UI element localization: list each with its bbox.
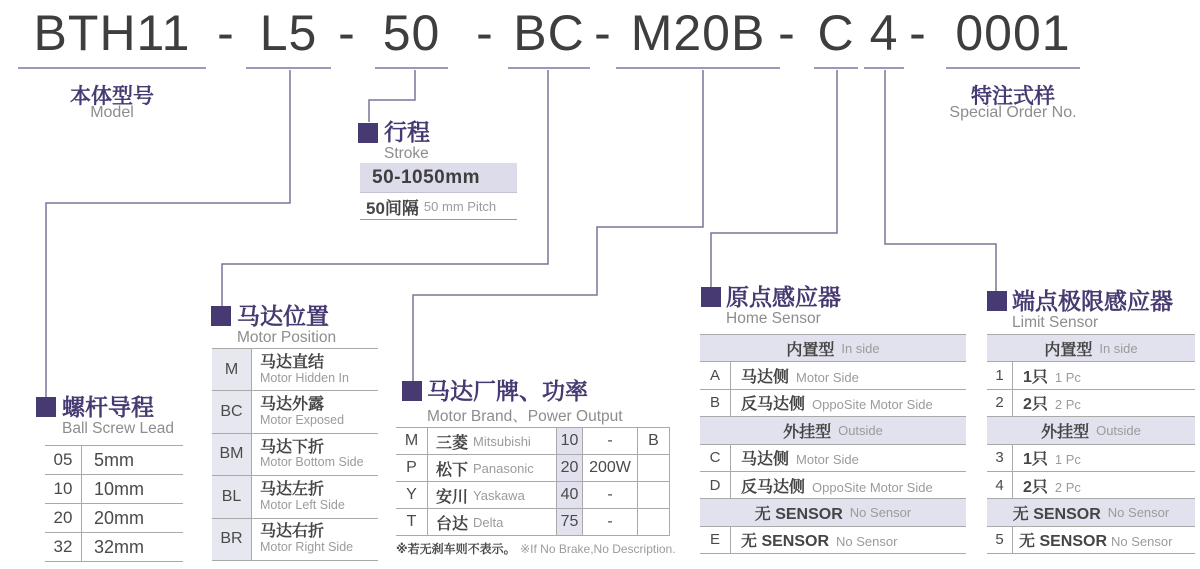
brand-en: Yaskawa [473, 487, 525, 503]
position-zh: 马达外露 [260, 396, 325, 414]
table-row [396, 482, 670, 509]
underline-motor-pos [508, 67, 590, 69]
brand-zh: 台达 [436, 515, 469, 533]
ball-screw-lead-bullet-icon [36, 397, 56, 417]
sensor-zh: 2只 [1023, 396, 1048, 414]
position-zh: 马达右折 [260, 523, 325, 541]
table-row [396, 455, 670, 482]
position-en: Motor Exposed [260, 412, 345, 427]
special-order-label-zh: 特注式样 [971, 85, 1055, 108]
model-segment-limit-sensor: 4 [869, 5, 899, 61]
group-en: In side [1099, 340, 1138, 356]
dash-separator: - [217, 5, 235, 61]
motor-brand-table [396, 427, 670, 536]
note-zh: ※若无刹车则不表示。 [396, 542, 516, 556]
position-en: Motor Right Side [260, 540, 354, 555]
home-sensor-bullet-icon [701, 287, 721, 307]
table-row [45, 533, 183, 562]
sensor-code: C [700, 445, 731, 471]
model-segment-special-no: 0001 [955, 5, 1071, 61]
position-code: BR [212, 519, 252, 560]
connector-m20b-to-motor-brand [413, 70, 703, 381]
table-row [987, 527, 1195, 554]
table-row [987, 445, 1195, 472]
model-segment-motor-pos: BC [513, 5, 585, 61]
table-row [212, 434, 378, 476]
table-row [212, 391, 378, 433]
group-header-inside [987, 335, 1195, 362]
dash-separator: - [476, 5, 494, 61]
lead-value: 20mm [94, 507, 145, 528]
ball-screw-lead-title-en: Ball Screw Lead [62, 420, 175, 437]
sensor-zh: 反马达侧 [741, 478, 806, 496]
group-en: Outside [1096, 422, 1141, 438]
motor-position-table [212, 348, 378, 561]
stroke-title-zh: 行程 [384, 119, 430, 145]
sensor-code: 4 [987, 472, 1013, 498]
sensor-code: A [700, 362, 731, 388]
group-zh: 外挂型 [783, 423, 832, 441]
group-en: In side [841, 340, 880, 356]
sensor-zh: 1只 [1023, 369, 1048, 387]
sensor-zh: 马达侧 [741, 451, 790, 469]
connector-c-to-home-sensor [711, 70, 837, 287]
lead-code: 20 [45, 504, 82, 532]
position-code: BC [212, 391, 252, 432]
position-desc [252, 482, 345, 512]
sensor-desc [731, 528, 897, 551]
underline-lead [246, 67, 331, 69]
group-header-no-sensor [987, 499, 1195, 526]
lead-value: 32mm [94, 536, 145, 557]
position-desc [252, 440, 364, 470]
sensor-desc [731, 474, 933, 497]
table-row [396, 428, 670, 455]
group-en: Outside [838, 422, 883, 438]
sensor-zh: 马达侧 [741, 369, 790, 387]
group-header-outside [987, 417, 1195, 444]
sensor-en: No Sensor [836, 534, 898, 550]
model-segment-body: BTH11 [33, 5, 191, 61]
sensor-zh: 1只 [1023, 451, 1048, 469]
model-segment-stroke: 50 [382, 5, 441, 61]
group-en: No Sensor [849, 505, 912, 521]
underline-body [18, 67, 206, 69]
brand-zh: 松下 [436, 461, 469, 479]
brand-code: Y [396, 482, 428, 508]
model-label-en: Model [90, 104, 134, 121]
ball-screw-lead-table [45, 445, 183, 562]
position-code: BL [212, 476, 252, 517]
stroke-bullet-icon [358, 123, 378, 143]
table-row [987, 362, 1195, 389]
sensor-desc [1013, 364, 1081, 387]
home-sensor-table [700, 334, 966, 554]
power-value: 200W [583, 455, 638, 481]
limit-sensor-title-zh: 端点极限感应器 [1012, 288, 1173, 314]
stroke-pitch-zh: 50间隔 [366, 198, 419, 218]
ball-screw-lead-title-zh: 螺杆导程 [62, 394, 154, 420]
limit-sensor-title-en: Limit Sensor [1012, 314, 1099, 331]
special-order-label-en: Special Order No. [949, 104, 1077, 121]
brand-zh: 安川 [436, 488, 469, 506]
sensor-en: 2 Pc [1054, 479, 1081, 495]
table-row [212, 349, 378, 391]
sensor-desc [731, 364, 859, 387]
table-row [700, 362, 966, 389]
table-row [396, 509, 670, 536]
position-code: BM [212, 434, 252, 475]
lead-code: 10 [45, 475, 82, 503]
group-zh: 内置型 [1044, 341, 1093, 359]
sensor-code: 2 [987, 390, 1013, 416]
lead-code: 05 [45, 446, 82, 474]
sensor-desc [1013, 391, 1081, 414]
group-header-inside [700, 335, 966, 362]
sensor-desc [731, 391, 933, 414]
table-row [700, 445, 966, 472]
group-header-outside [700, 417, 966, 444]
brand-name [428, 428, 557, 454]
group-zh: 外挂型 [1041, 423, 1090, 441]
brand-zh: 三菱 [436, 434, 469, 452]
position-desc [252, 397, 344, 427]
sensor-code: 1 [987, 362, 1013, 388]
dash-separator: - [338, 5, 356, 61]
group-zh: 内置型 [786, 341, 835, 359]
brand-code: T [396, 509, 428, 535]
position-en: Motor Bottom Side [260, 455, 364, 470]
stroke-range: 50-1050mm [360, 163, 517, 193]
sensor-zh: 2只 [1023, 478, 1048, 496]
model-segment-lead: L5 [259, 5, 318, 61]
stroke-title-en: Stroke [384, 145, 429, 162]
motor-position-title-en: Motor Position [237, 329, 337, 346]
lead-code: 32 [45, 533, 82, 561]
position-desc [252, 355, 349, 385]
brand-name [428, 482, 557, 508]
motor-brand-bullet-icon [402, 381, 422, 401]
home-sensor-title-en: Home Sensor [726, 310, 821, 327]
position-zh: 马达左折 [260, 480, 325, 498]
sensor-zh: 无 SENSOR [741, 533, 830, 551]
motor-position-bullet-icon [211, 306, 231, 326]
position-en: Motor Hidden In [260, 370, 349, 385]
brand-name [428, 455, 557, 481]
brake-code [638, 482, 670, 508]
sensor-en: OppoSite Motor Side [812, 479, 933, 495]
model-segment-motor-brand: M20B [630, 5, 766, 61]
sensor-desc [1013, 528, 1172, 551]
table-row [987, 472, 1195, 499]
power-code: 20 [557, 455, 583, 481]
underline-special-no [946, 67, 1080, 69]
lead-value: 10mm [94, 478, 145, 499]
dash-separator: - [778, 5, 796, 61]
sensor-en: No Sensor [1111, 534, 1173, 550]
table-row [212, 476, 378, 518]
power-value: - [583, 482, 638, 508]
position-zh: 马达下折 [260, 438, 325, 456]
position-code: M [212, 349, 252, 390]
underline-stroke [375, 67, 448, 69]
sensor-zh: 无 SENSOR [1019, 533, 1108, 551]
model-segment-home-sensor: C [817, 5, 855, 61]
sensor-desc [1013, 446, 1081, 469]
brand-en: Mitsubishi [473, 433, 531, 449]
dash-separator: - [594, 5, 612, 61]
brand-en: Panasonic [473, 460, 534, 476]
stroke-pitch-row [360, 193, 517, 220]
sensor-en: 1 Pc [1054, 370, 1081, 386]
lead-value: 5mm [94, 449, 134, 470]
table-row [700, 472, 966, 499]
sensor-en: 1 Pc [1054, 452, 1081, 468]
brand-code: P [396, 455, 428, 481]
underline-limit-sensor [864, 67, 904, 69]
sensor-code: 3 [987, 445, 1013, 471]
group-zh: 无 SENSOR [754, 506, 843, 524]
stroke-table [360, 163, 517, 220]
sensor-en: Motor Side [796, 370, 859, 386]
motor-brand-title-en: Motor Brand、Power Output [427, 408, 623, 425]
underline-motor-brand [616, 67, 780, 69]
dash-separator: - [909, 5, 927, 61]
brand-en: Delta [473, 514, 504, 530]
power-value: - [583, 509, 638, 535]
position-en: Motor Left Side [260, 497, 345, 512]
sensor-desc [1013, 474, 1081, 497]
motor-position-title-zh: 马达位置 [237, 303, 329, 329]
motor-brand-title-zh: 马达厂牌、功率 [427, 378, 588, 404]
position-zh: 马达直结 [260, 353, 325, 371]
table-row [45, 504, 183, 533]
table-row [987, 390, 1195, 417]
power-value: - [583, 428, 638, 454]
motor-brand-note [396, 540, 676, 558]
limit-sensor-bullet-icon [987, 291, 1007, 311]
brand-name [428, 509, 557, 535]
table-row [212, 519, 378, 561]
sensor-code: B [700, 390, 731, 416]
sensor-code: D [700, 472, 731, 498]
position-desc [252, 524, 353, 554]
table-row [45, 475, 183, 504]
sensor-code: E [700, 527, 731, 553]
stroke-pitch-en: 50 mm Pitch [423, 198, 497, 214]
underline-home-sensor [814, 67, 858, 69]
model-label-zh: 本体型号 [70, 85, 154, 108]
power-code: 10 [557, 428, 583, 454]
table-row [700, 390, 966, 417]
group-en: No Sensor [1107, 505, 1170, 521]
table-row [700, 527, 966, 554]
power-code: 75 [557, 509, 583, 535]
table-row [45, 446, 183, 475]
brake-code: B [638, 428, 670, 454]
brake-code [638, 509, 670, 535]
group-header-no-sensor [700, 499, 966, 526]
brand-code: M [396, 428, 428, 454]
note-en: ※If No Brake,No Description. [520, 542, 676, 556]
sensor-en: Motor Side [796, 452, 859, 468]
sensor-en: OppoSite Motor Side [812, 397, 933, 413]
sensor-en: 2 Pc [1054, 397, 1081, 413]
sensor-code: 5 [987, 527, 1013, 553]
limit-sensor-table [987, 334, 1195, 554]
brake-code [638, 455, 670, 481]
sensor-desc [731, 446, 859, 469]
sensor-zh: 反马达侧 [741, 396, 806, 414]
power-code: 40 [557, 482, 583, 508]
home-sensor-title-zh: 原点感应器 [726, 284, 841, 310]
group-zh: 无 SENSOR [1012, 506, 1101, 524]
